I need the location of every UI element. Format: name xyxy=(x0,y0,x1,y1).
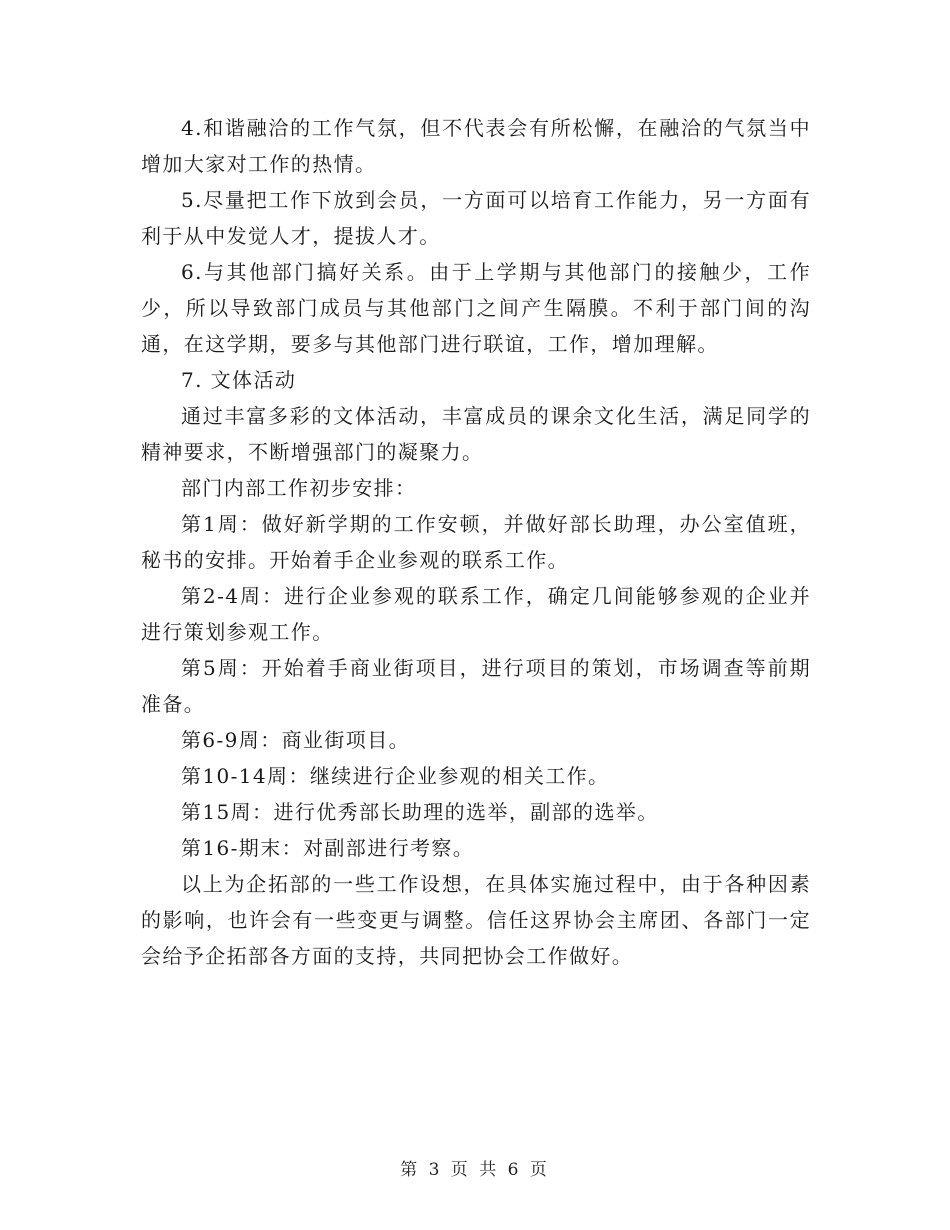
schedule-heading: 部门内部工作初步安排： xyxy=(181,476,417,500)
schedule-week-6-9: 第6-9周：商业街项目。 xyxy=(181,728,411,752)
schedule-week-5: 第5周：开始着手商业街项目，进行项目的策划，市场调查等前期准备。 xyxy=(141,656,811,716)
paragraph-item-7-heading: 7. 文体活动 xyxy=(181,368,297,392)
document-body xyxy=(141,110,811,974)
closing-paragraph: 以上为企拓部的一些工作设想，在具体实施过程中，由于各种因素的影响，也许会有一些变更与调整。信任这界协会主席团、各部门一定会给予企拓部各方面的支持，共同把协会工作做好。 xyxy=(141,872,811,968)
schedule-week-2-4: 第2-4周：进行企业参观的联系工作，确定几间能够参观的企业并进行策划参观工作。 xyxy=(141,584,811,644)
paragraph-item-4: 4.和谐融洽的工作气氛，但不代表会有所松懈，在融洽的气氛当中增加大家对工作的热情。 xyxy=(141,116,811,176)
page-number-footer: 第 3 页 共 6 页 xyxy=(400,1160,550,1180)
paragraph-item-6: 6.与其他部门搞好关系。由于上学期与其他部门的接触少，工作少，所以导致部门成员与其他部门之间产生隔膜。不利于部门间的沟通，在这学期，要多与其他部门进行联谊，工作，增加理解。 xyxy=(141,260,811,356)
schedule-week-16-end: 第16-期末：对副部进行考察。 xyxy=(181,836,475,860)
schedule-week-1: 第1周：做好新学期的工作安顿，并做好部长助理，办公室值班，秘书的安排。开始着手企业参观的联系工作。 xyxy=(141,512,811,572)
schedule-week-15: 第15周：进行优秀部长助理的选举，副部的选举。 xyxy=(181,800,659,824)
schedule-week-10-14: 第10-14周：继续进行企业参观的相关工作。 xyxy=(181,764,610,788)
paragraph-item-5: 5.尽量把工作下放到会员，一方面可以培育工作能力，另一方面有利于从中发觉人才，提拔人才。 xyxy=(141,188,811,248)
paragraph-activities: 通过丰富多彩的文体活动，丰富成员的课余文化生活，满足同学的精神要求，不断增强部门的凝聚力。 xyxy=(141,404,811,464)
